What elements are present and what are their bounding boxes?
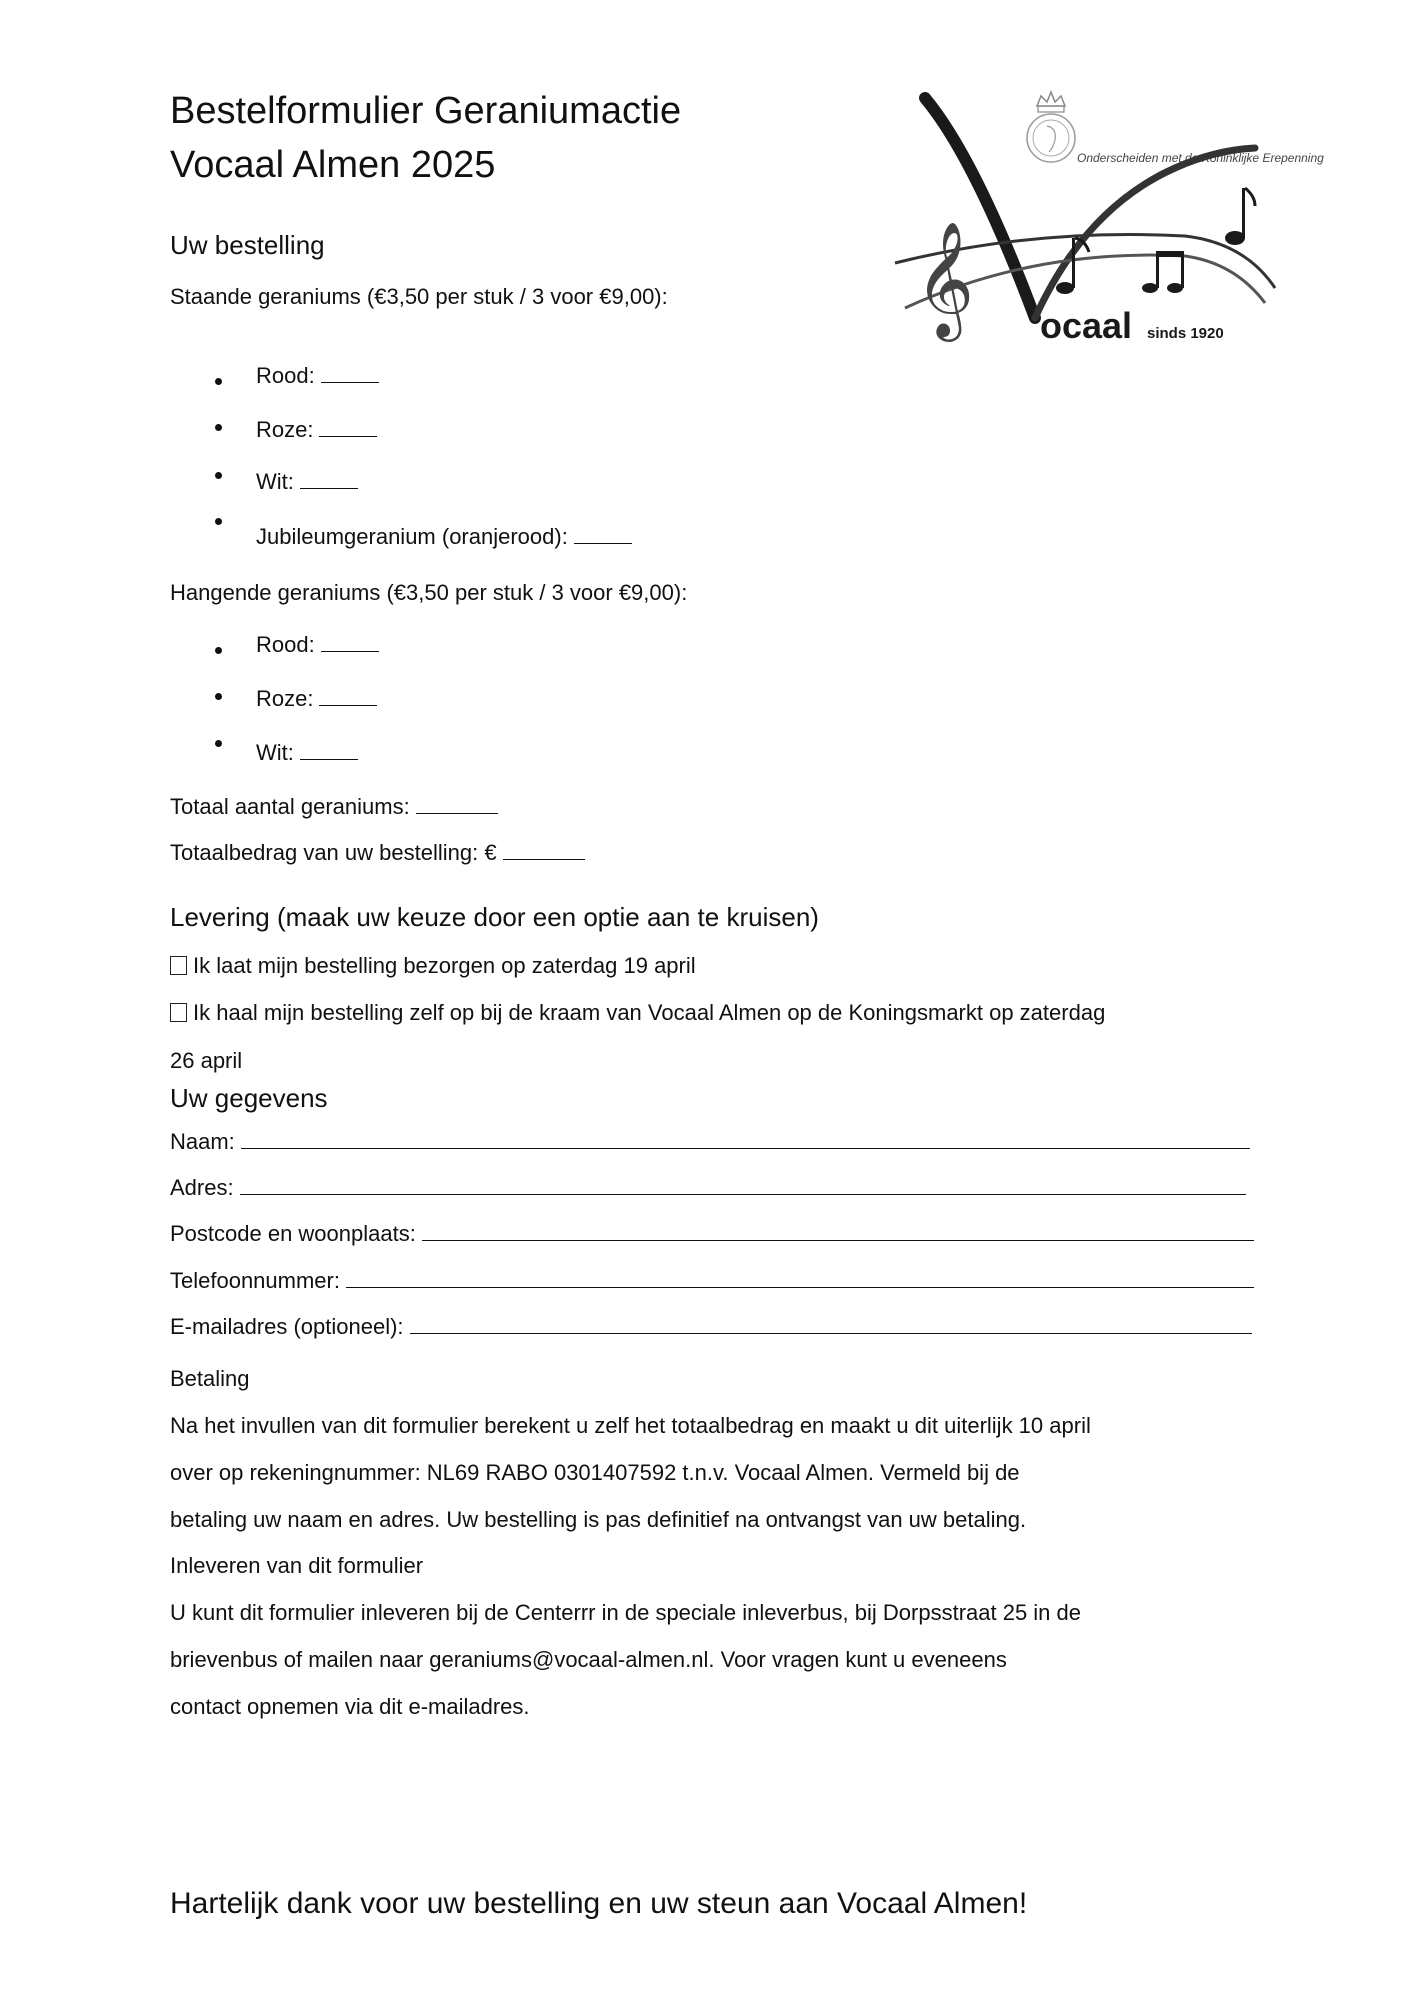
payment-line-1: Na het invullen van dit formulier berekent u zelf het totaalbedrag en maakt u dit uiterlijk 10 april — [170, 1413, 1091, 1438]
delivery-option-bezorgen[interactable]: Ik laat mijn bestelling bezorgen op zaterdag 19 april — [170, 953, 696, 979]
hanging-geraniums-label: Hangende geraniums (€3,50 per stuk / 3 voor €9,00): — [170, 580, 688, 605]
bullet-icon — [215, 647, 222, 654]
email-blank[interactable] — [410, 1313, 1252, 1334]
phone-blank[interactable] — [346, 1267, 1254, 1288]
standing-roze-field[interactable]: Roze: — [256, 417, 377, 443]
address-field[interactable]: Adres: — [170, 1174, 1246, 1201]
total-count-blank[interactable] — [416, 795, 498, 814]
bullet-icon — [215, 518, 222, 525]
standing-jubileum-blank[interactable] — [574, 525, 632, 544]
logo-artwork — [885, 88, 1345, 348]
submission-line-3: contact opnemen via dit e-mailadres. — [170, 1694, 530, 1719]
bullet-icon — [215, 378, 222, 385]
royal-medal-icon — [1027, 92, 1075, 162]
email-field[interactable]: E-mailadres (optioneel): — [170, 1313, 1252, 1340]
submission-heading: Inleveren van dit formulier — [170, 1553, 424, 1578]
bullet-icon — [215, 693, 222, 700]
total-count-field[interactable]: Totaal aantal geraniums: — [170, 794, 498, 820]
total-amount-field[interactable]: Totaalbedrag van uw bestelling: € — [170, 840, 585, 866]
svg-text:sinds 1920: sinds 1920 — [1147, 325, 1224, 342]
postcode-city-field[interactable]: Postcode en woonplaats: — [170, 1220, 1254, 1247]
submission-line-2: brievenbus of mailen naar geraniums@vocaal-almen.nl. Voor vragen kunt u eveneens — [170, 1647, 1007, 1672]
name-field[interactable]: Naam: — [170, 1128, 1250, 1155]
postcode-city-blank[interactable] — [422, 1220, 1254, 1241]
standing-wit-field[interactable]: Wit: — [256, 469, 358, 495]
hanging-roze-field[interactable]: Roze: — [256, 686, 377, 712]
page-title — [170, 84, 681, 192]
payment-heading: Betaling — [170, 1366, 250, 1391]
vocaal-logo — [885, 88, 1345, 348]
bullet-icon — [215, 424, 222, 431]
standing-rood-blank[interactable] — [321, 364, 379, 383]
address-blank[interactable] — [240, 1174, 1246, 1195]
standing-wit-blank[interactable] — [300, 470, 358, 489]
hanging-roze-blank[interactable] — [319, 687, 377, 706]
payment-line-3: betaling uw naam en adres. Uw bestelling is pas definitief na ontvangst van uw betaling. — [170, 1507, 1027, 1532]
checkbox-bezorgen[interactable] — [170, 956, 187, 975]
phone-field[interactable]: Telefoonnummer: — [170, 1267, 1254, 1294]
hanging-rood-field[interactable]: Rood: — [256, 632, 379, 658]
submission-line-1: U kunt dit formulier inleveren bij de Centerrr in de speciale inleverbus, bij Dorpsstraat 25 in de — [170, 1600, 1082, 1625]
svg-text:ocaal: ocaal — [1040, 305, 1133, 346]
delivery-heading: Levering (maak uw keuze door een optie aan te kruisen) — [170, 902, 819, 932]
delivery-option-ophalen-cont: 26 april — [170, 1048, 243, 1073]
hanging-rood-blank[interactable] — [321, 633, 379, 652]
svg-text:Onderscheiden met de Koninklij: Onderscheiden met de Koninklijke Erepenning — [1077, 151, 1324, 165]
page-title-line-2: Vocaal Almen 2025 — [170, 144, 496, 186]
details-heading: Uw gegevens — [170, 1083, 328, 1113]
checkbox-ophalen[interactable] — [170, 1003, 187, 1022]
total-amount-blank[interactable] — [503, 841, 585, 860]
standing-jubileum-field[interactable]: Jubileumgeranium (oranjerood): — [256, 524, 632, 550]
standing-rood-field[interactable]: Rood: — [256, 363, 379, 389]
order-heading: Uw bestelling — [170, 230, 325, 260]
treble-clef-icon: 𝄞 — [915, 220, 975, 337]
payment-line-2: over op rekeningnummer: NL69 RABO 0301407592 t.n.v. Vocaal Almen. Vermeld bij de — [170, 1460, 1020, 1485]
bullet-icon — [215, 472, 222, 479]
hanging-wit-blank[interactable] — [300, 741, 358, 760]
page-title-line-1: Bestelformulier Geraniumactie — [170, 90, 682, 132]
standing-roze-blank[interactable] — [319, 418, 377, 437]
bullet-icon — [215, 740, 222, 747]
hanging-wit-field[interactable]: Wit: — [256, 740, 358, 766]
standing-geraniums-label: Staande geraniums (€3,50 per stuk / 3 voor €9,00): — [170, 284, 668, 309]
delivery-option-ophalen[interactable]: Ik haal mijn bestelling zelf op bij de kraam van Vocaal Almen op de Koningsmarkt op zaterdag — [170, 1000, 1105, 1026]
thank-you-message: Hartelijk dank voor uw bestelling en uw steun aan Vocaal Almen! — [170, 1887, 1028, 1920]
name-blank[interactable] — [241, 1128, 1250, 1149]
